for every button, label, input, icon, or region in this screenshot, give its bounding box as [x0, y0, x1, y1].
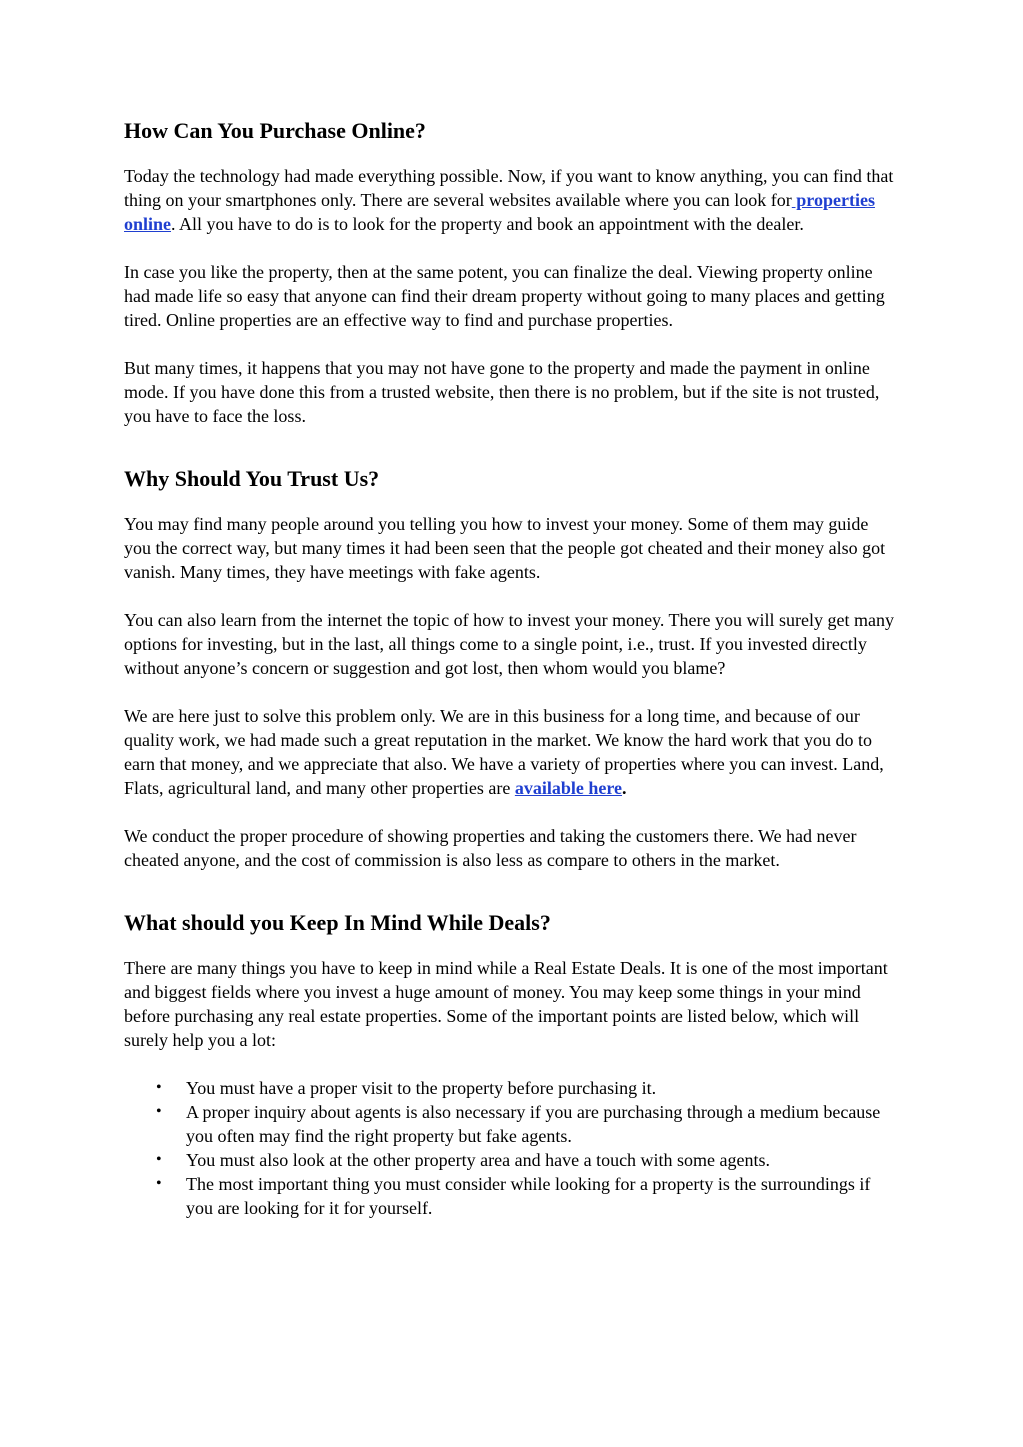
list-item-text: You must also look at the other property area and have a touch with some agents. [186, 1150, 771, 1170]
heading-keep-in-mind: What should you Keep In Mind While Deals? [124, 910, 551, 935]
available-here-link[interactable]: available here [514, 778, 623, 798]
list-item-text: You must have a proper visit to the property before purchasing it. [186, 1078, 657, 1098]
properties-online-link[interactable]: properties online [124, 190, 875, 234]
paragraph-text: . [622, 778, 627, 798]
bullet-icon: • [156, 1079, 162, 1096]
list-item [156, 1100, 899, 1148]
tips-list [124, 1076, 899, 1220]
bullet-icon: • [156, 1175, 162, 1192]
heading-trust-us: Why Should You Trust Us? [124, 466, 380, 491]
paragraph-invest-advice: You may find many people around you telling you how to invest your money. Some of them may guide you the correct way, but many times it had been seen that the people got cheated and their money also got vanish. Many times, they have meetings with fake agents. [124, 514, 886, 582]
paragraph-trusted-website: But many times, it happens that you may not have gone to the property and made the payment in online mode. If you have done this from a trusted website, then there is no problem, but if the site is not trusted, you have to face the loss. [124, 358, 880, 426]
paragraph-text: We are here just to solve this problem only. We are in this business for a long time, and because of our quality work, we had made such a great reputation in the market. We know the hard work that you do to earn that money, and we appreciate that also. We have a variety of properties where you can invest. Land, Flats, agricultural land, and many other properties are [124, 706, 884, 798]
bullet-icon: • [156, 1151, 162, 1168]
paragraph-our-business [124, 704, 899, 800]
paragraph-real-estate-deals: There are many things you have to keep in mind while a Real Estate Deals. It is one of the most important and biggest fields where you invest a huge amount of money. You may keep some things in your mind before purchasing any real estate properties. Some of the important points are listed below, which will surely help you a lot: [124, 958, 888, 1050]
list-item [156, 1148, 899, 1172]
paragraph-purchase-intro [124, 164, 899, 236]
paragraph-procedure: We conduct the proper procedure of showing properties and taking the customers there. We had never cheated anyone, and the cost of commission is also less as compare to others in the market. [124, 826, 857, 870]
list-item-text: A proper inquiry about agents is also necessary if you are purchasing through a medium because you often may find the right property but fake agents. [186, 1102, 881, 1146]
document-page [124, 118, 899, 1220]
list-item [156, 1076, 899, 1100]
list-item [156, 1172, 899, 1220]
paragraph-text: Today the technology had made everything possible. Now, if you want to know anything, you can find that thing on your smartphones only. There are several websites available where you can look for [124, 166, 894, 210]
heading-purchase-online: How Can You Purchase Online? [124, 118, 426, 143]
bullet-icon: • [156, 1103, 162, 1120]
paragraph-finalize-deal: In case you like the property, then at the same potent, you can finalize the deal. Viewing property online had made life so easy that anyone can find their dream property without going to many places and getting tired. Online properties are an effective way to find and purchase properties. [124, 262, 885, 330]
list-item-text: The most important thing you must consider while looking for a property is the surroundings if you are looking for it for yourself. [186, 1174, 871, 1218]
paragraph-text: . All you have to do is to look for the property and book an appointment with the dealer. [171, 214, 804, 234]
paragraph-learn-internet: You can also learn from the internet the topic of how to invest your money. There you will surely get many options for investing, but in the last, all things come to a single point, i.e., trust. If you invested directly without anyone’s concern or suggestion and got lost, then whom would you blame? [124, 610, 895, 678]
